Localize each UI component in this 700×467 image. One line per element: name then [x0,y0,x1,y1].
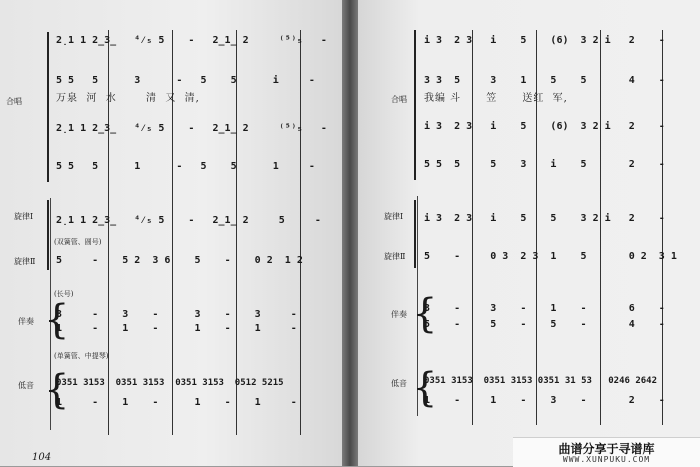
score-row: 5 - 5 2 3 6 5 - 0 2 1 2 [56,255,303,266]
score-row: 5 5 5 3 - 5 5 i - [56,75,315,86]
barline [600,30,601,425]
mel-bracket [414,200,416,268]
accompaniment-brace: { [412,291,438,337]
score-row: 2̣1 1 2̲3̲ ⁴⁄₅ 5 - 2̲1̲ 2 ⁽⁵⁾₅ - [56,123,327,134]
page-number: 104 [32,452,52,463]
watermark-title: 曲谱分享于寻谱库 [558,442,655,456]
part-label-bass: 低音 [18,381,34,390]
part-label-melody-2: 旋律Ⅱ [384,252,406,261]
barline [300,30,301,435]
score-row: i 3 2 3 i 5 (6) 3 2 i 2 - [424,35,665,46]
score-row: 5 5 5 5 3 i 5 2 - [424,159,665,170]
score-row: 5 - 0 3 2 3 1 5 0 2 3 1 [424,251,677,262]
part-label-accompaniment: 伴奏 [391,310,407,319]
chorus-bracket [47,32,49,182]
book-gutter [342,0,358,466]
score-row: 3 3 5 3 1 5 5 4 - [424,75,665,86]
accompaniment-brace: { [44,297,70,343]
score-row: 0351 3153 0351 3153 0351 31 53 0246 2642 [424,376,657,386]
part-label-melody-1: 旋律Ⅰ [14,212,34,221]
score-row: i 3 2 3 i 5 (6) 3 2 i 2 - [424,121,665,132]
caption-melody-2: (双簧管、圆号) [54,238,102,246]
left-page [0,0,342,466]
bass-brace: { [412,365,438,411]
barline [472,30,473,425]
watermark-banner [513,437,700,467]
barline [172,30,173,435]
part-label-melody-1: 旋律Ⅰ [384,212,404,221]
mel-bracket [47,200,49,270]
score-row: 0351 3153 0351 3153 0351 3153 0512 5215 [56,378,284,388]
part-label-chorus: 合唱 [391,95,407,104]
bass-brace: { [44,367,70,413]
score-row: 2̣1 1 2̲3̲ ⁴⁄₅ 5 - 2̲1̲ 2 5 - [56,215,321,226]
score-row: 3 - 3 - 1 - 6 - [424,303,665,314]
right-page [358,0,700,466]
score-row: 1 - 1 - 3 - 2 - [424,395,665,406]
lyrics-line: 万泉 河 水 清 又 清, [56,93,200,104]
score-row: 5 - 5 - 5 - 4 - [424,319,665,330]
part-label-melody-2: 旋律Ⅱ [14,257,36,266]
caption-accompaniment: (长号) [54,290,74,298]
watermark-url[interactable]: WWW.XUNPUKU.COM [562,455,651,464]
caption-bass: (单簧管、中提琴) [54,352,109,360]
part-label-accompaniment: 伴奏 [18,317,34,326]
barline [236,30,237,435]
lyrics-line: 我编 斗 笠 送红 军, [424,93,568,104]
score-row: 1 - 1 - 1 - 1 - [56,323,297,334]
chorus-bracket [414,30,416,180]
barline [536,30,537,425]
score-row: 1 - 1 - 1 - 1 - [56,397,297,408]
part-label-bass: 低音 [391,379,407,388]
barline [108,30,109,435]
score-row: 3 - 3 - 3 - 3 - [56,309,297,320]
score-row: 5 5 5 1 - 5 5 1 - [56,161,315,172]
score-row: 2̣1 1 2̲3̲ ⁴⁄₅ 5 - 2̲1̲ 2 ⁽⁵⁾₅ - [56,35,327,46]
part-label-chorus: 合唱 [6,97,22,106]
score-row: i 3 2 3 i 5 5 3 2 i 2 - [424,213,665,224]
barline [662,30,663,425]
